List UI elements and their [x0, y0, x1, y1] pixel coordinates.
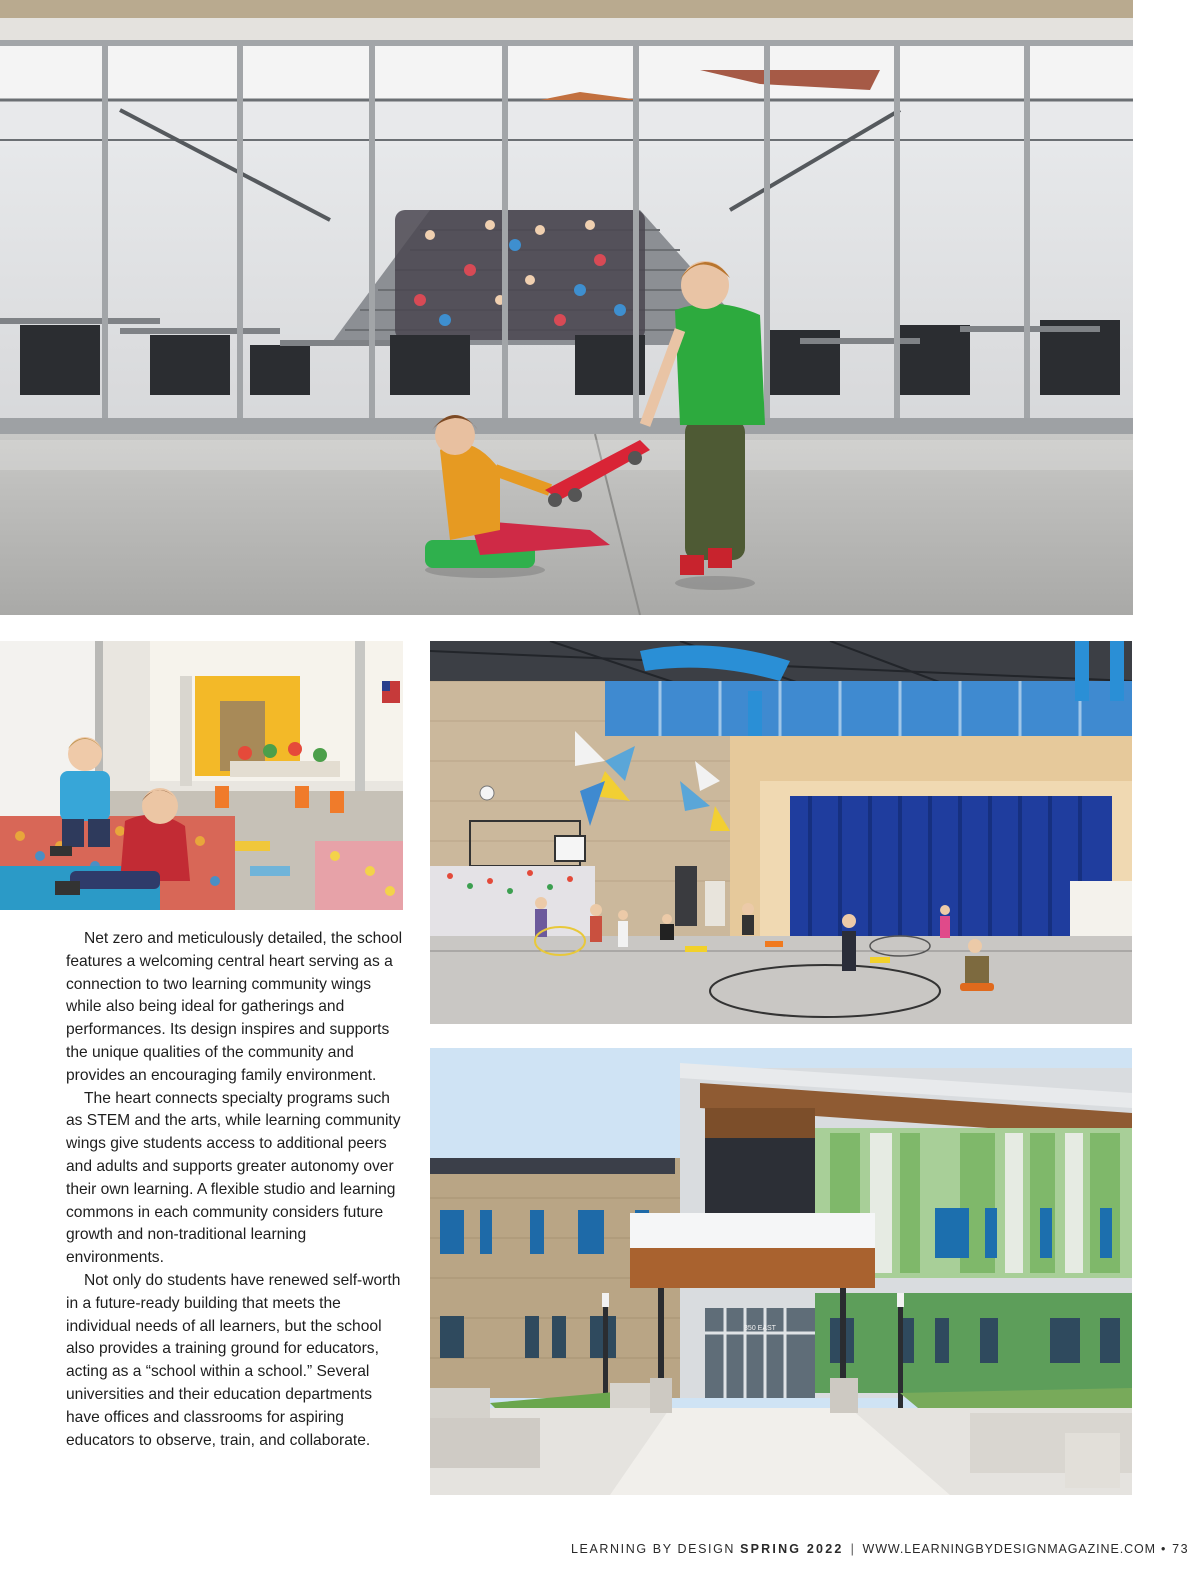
photo-school-exterior — [430, 1048, 1132, 1495]
magazine-url: WWW.LEARNINGBYDESIGNMAGAZINE.COM — [862, 1542, 1156, 1556]
footer-separator: | — [850, 1542, 856, 1556]
article-paragraph: The heart connects specialty programs such as STEM and the arts, while learning community wings give students access to additional peers and adults and supports greater autonomy over their own learning. A flexible studio and learning commons in each community considers future growth and non-traditional learning environments. — [66, 1089, 401, 1267]
photo-gymnasium-stage — [430, 641, 1132, 1024]
entrance-sign: 350 EAST — [744, 1325, 776, 1332]
page-number: 73 — [1172, 1542, 1190, 1556]
photo-commons-glass-wall — [0, 0, 1133, 615]
article-paragraph: Not only do students have renewed self-worth in a future-ready building that meets the individual needs of all learners, but the school also provides a training ground for educators, acting as a “school within a school.” Several universities and their education departments have offices and classrooms for aspiring educators to observe, train, and collaborate. — [66, 1271, 401, 1449]
article-paragraph: Net zero and meticulously detailed, the school features a welcoming central heart serving as a connection to two learning community wings while also being ideal for gatherings and performances. Its design inspires and supports the unique qualities of the community and provides an encouraging family environment. — [66, 930, 403, 1084]
article-body — [66, 928, 406, 1452]
photo-classroom-kids — [0, 641, 403, 910]
page-footer — [571, 1542, 1190, 1562]
footer-bullet: • — [1161, 1542, 1167, 1556]
magazine-name: LEARNING BY DESIGN — [571, 1542, 736, 1556]
issue-label: SPRING 2022 — [740, 1542, 844, 1556]
